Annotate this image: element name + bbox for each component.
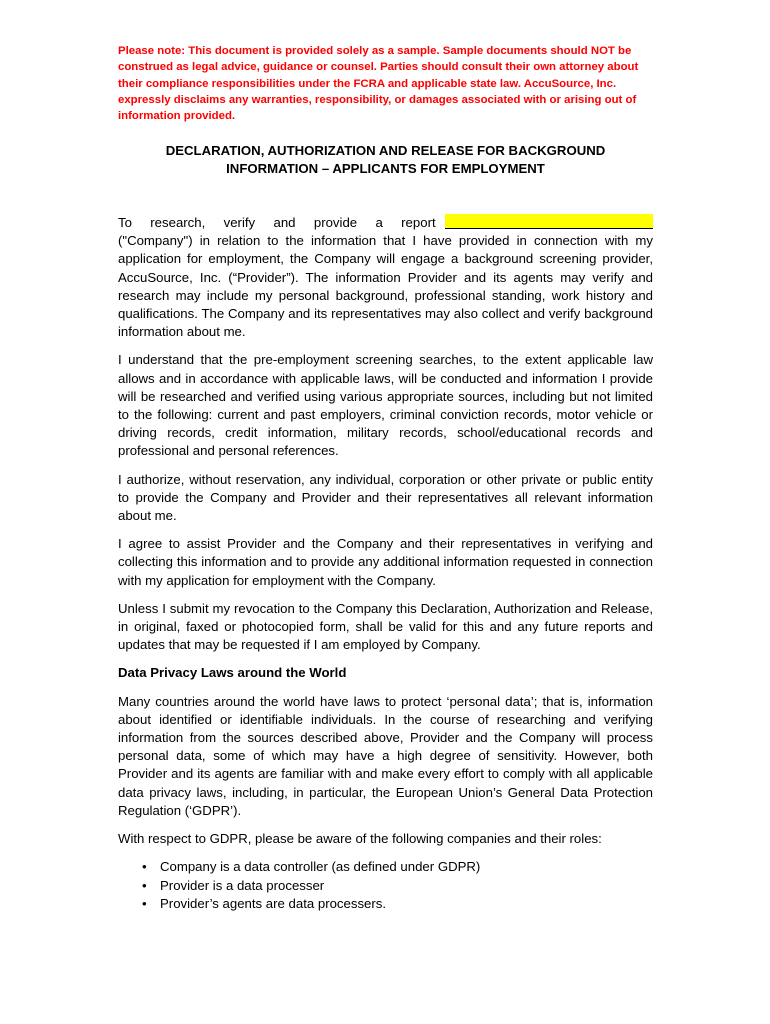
paragraph-revocation: Unless I submit my revocation to the Company this Declaration, Authorization and Release, in original, faxed or photocopied form, shall be valid for this and any future reports and updates that may be requested if I am employed by Company.	[118, 600, 653, 653]
title-line-2: INFORMATION – APPLICANTS FOR EMPLOYMENT	[226, 161, 545, 176]
paragraph-privacy: Many countries around the world have laws to protect ‘personal data’; that is, information about identified or identifiable individuals. In the course of researching and verifying information from the sources described above, Provider and the Company will process personal data, some of which may have a high degree of sensitivity. However, both Provider and its agents are familiar with and make every effort to comply with all applicable data privacy laws, including, in particular, the European Union’s General Data Protection Regulation (‘GDPR’).	[118, 693, 653, 818]
list-item: • Company is a data controller (as defined under GDPR)	[142, 858, 653, 876]
roles-list	[118, 858, 653, 913]
paragraph-gdpr-roles: With respect to GDPR, please be aware of the following companies and their roles:	[118, 831, 602, 847]
bullet-icon: •	[142, 895, 147, 911]
paragraph-screening: I understand that the pre-employment screening searches, to the extent applicable law allows and in accordance with applicable laws, will be conducted and information I provide will be researched and verified using various appropriate sources, including but not limited to the following: current and past employers, criminal conviction records, motor vehicle or driving records, credit information, military records, school/educational records and professional and personal references.	[118, 352, 653, 459]
document-body	[118, 214, 653, 913]
paragraph-assist: I agree to assist Provider and the Company and their representatives in verifying and collecting this information and to provide any additional information requested in connection with my application for employment with the Company.	[118, 536, 653, 588]
title-line-1: DECLARATION, AUTHORIZATION AND RELEASE FOR BACKGROUND	[165, 143, 606, 158]
list-item: • Provider’s agents are data processers.	[142, 895, 653, 913]
report-intro: To research, verify and provide a report	[118, 215, 436, 230]
list-item: • Provider is a data processer	[142, 877, 653, 895]
bullet-icon: •	[142, 859, 147, 875]
document-title	[118, 142, 653, 178]
disclaimer-note: Please note: This document is provided solely as a sample. Sample documents should NOT be construed as legal advice, guidance or counsel. Parties should consult their own attorney about their compliance responsibilities under the FCRA and applicable state law. AccuSource, Inc. expressly disclaims any warranties, responsibility, or damages associated with or arising out of information provided.	[118, 45, 639, 123]
bullet-icon: •	[142, 877, 147, 893]
company-name-field[interactable]	[445, 214, 653, 229]
paragraph-report	[118, 214, 653, 341]
report-rest: ("Company") in relation to the information that I have provided in connection with my application for employment, the Company will engage a background screening provider, AccuSource, Inc. (“Provider”). The information Provider and its agents may verify and research may include my personal background, professional standing, work history and qualifications. The Company and its representatives may also collect and verify background information about me.	[118, 233, 653, 340]
section-heading-privacy: Data Privacy Laws around the World	[118, 665, 347, 681]
paragraph-authorize: I authorize, without reservation, any individual, corporation or other private or public entity to provide the Company and Provider and their representatives all relevant information about me.	[118, 471, 653, 524]
